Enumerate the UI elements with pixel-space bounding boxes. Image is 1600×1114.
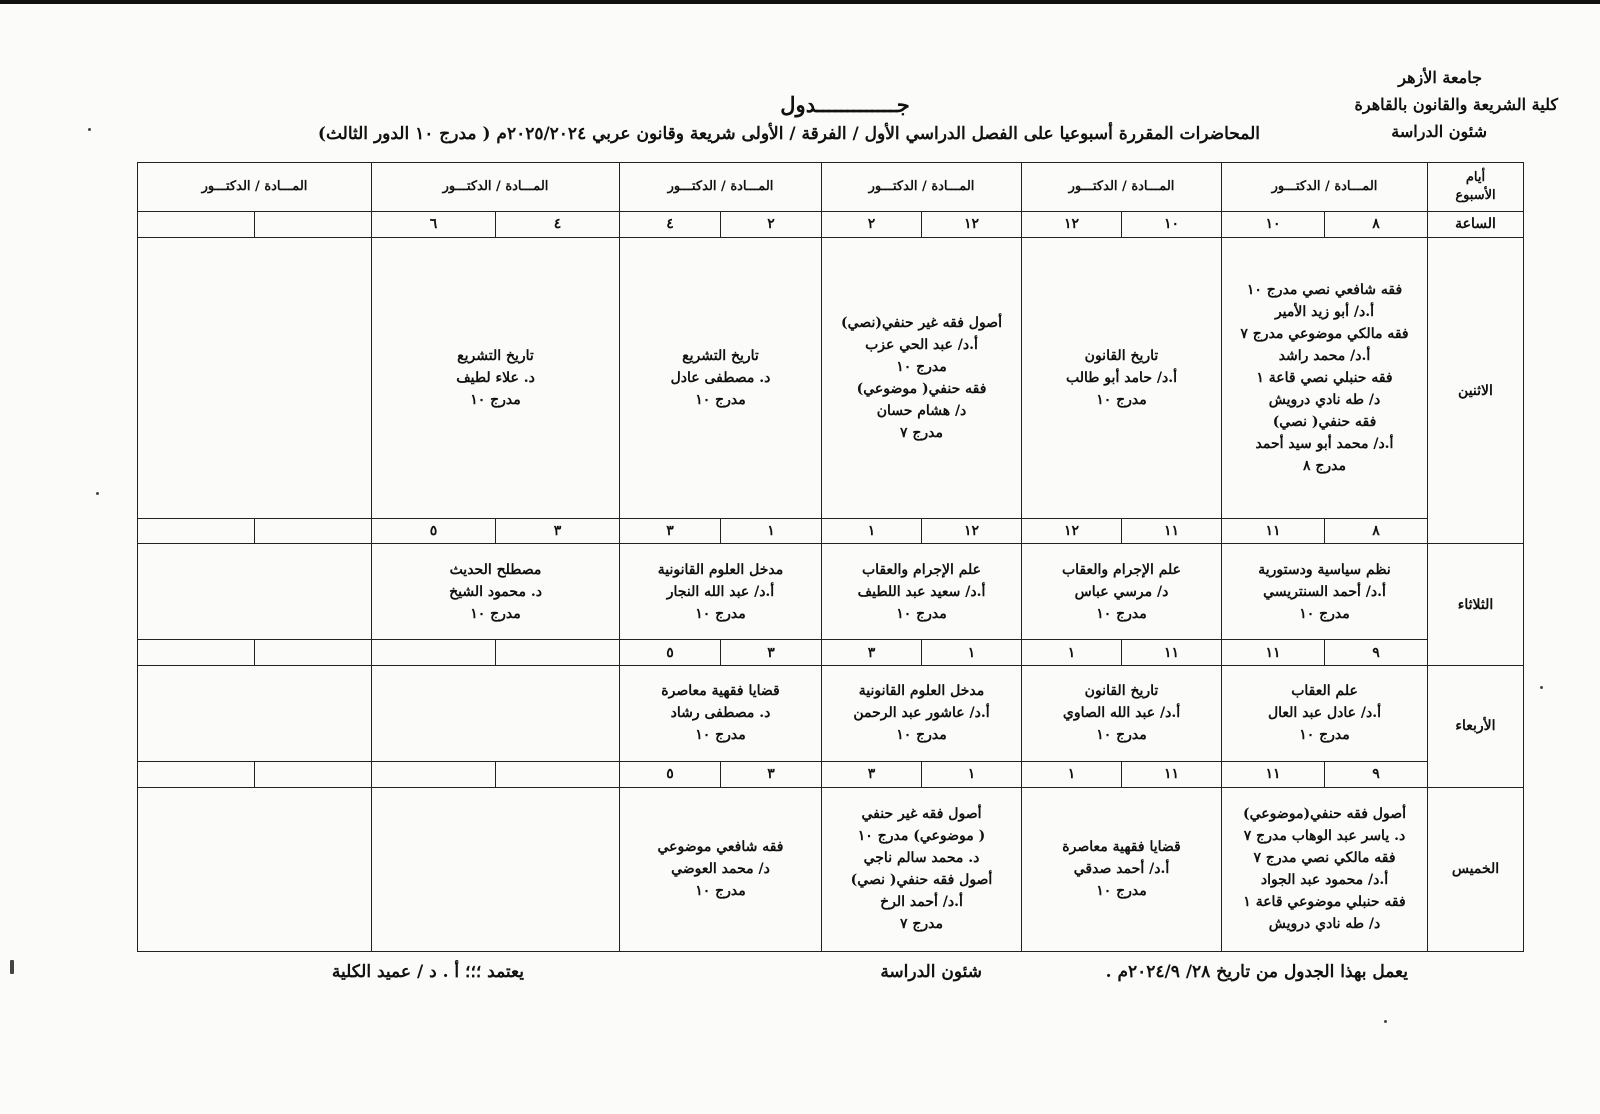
lecture-line: مدرج ٧: [899, 916, 944, 933]
day-column-header: [1428, 163, 1524, 212]
lecture-cell: [1222, 237, 1428, 518]
lecture-line: مدرج ١٠: [1096, 605, 1147, 622]
hour-label: الساعة: [1428, 211, 1524, 237]
slot-hour: [138, 212, 255, 237]
lecture-cell: [1022, 544, 1222, 640]
time-slot: [1022, 761, 1222, 787]
slot-hour: ١١: [1222, 762, 1325, 787]
slot-hour: [496, 762, 619, 787]
lecture-cell: [620, 237, 822, 518]
lecture-cell: [372, 237, 620, 518]
lecture-line: أصول فقه حنفي( نصي): [850, 872, 993, 889]
lecture-line: تاريخ التشريع: [457, 347, 534, 364]
time-slot: [822, 761, 1022, 787]
lecture-line: مدرج ١٠: [896, 358, 947, 375]
slot-hour: ٣: [553, 522, 562, 539]
slot-hour: ١١: [1163, 522, 1180, 539]
lecture-line: د/ محمد العوضي: [671, 861, 770, 878]
lecture-line: مدرج ١٠: [1096, 391, 1147, 408]
lecture-line: أصول فقه غير حنفي: [861, 806, 982, 823]
lecture-cell: [138, 666, 372, 762]
lecture-line: أصول فقه غير حنفي(نصي): [841, 314, 1002, 331]
lecture-line: مدخل العلوم القانونية: [858, 683, 985, 700]
day-label: الأربعاء: [1428, 666, 1524, 788]
time-slot: [372, 761, 620, 787]
day-label: الخميس: [1428, 787, 1524, 951]
lecture-line: أ.د/ أحمد الرخ: [880, 894, 963, 911]
lecture-line: د. علاء لطيف: [456, 369, 535, 386]
slot-hour: [372, 762, 496, 787]
slot-hour: ١: [967, 644, 976, 661]
slot-hour: ١١: [1222, 519, 1325, 544]
slot-hour: ١٢: [1022, 519, 1122, 544]
lecture-line: مدخل العلوم القانونية: [657, 561, 784, 578]
document-subtitle: المحاضرات المقررة أسبوعيا على الفصل الدراسي الأول / الفرقة / الأولى شريعة وقانون عربي ٢٠٢٥/٢٠٢٤م ( مدرج ١٠ الدور الثالث): [317, 124, 1260, 144]
lecture-cell: [620, 666, 822, 762]
lecture-line: أ.د/ حامد أبو طالب: [1066, 369, 1177, 386]
day-label: الثلاثاء: [1428, 544, 1524, 666]
time-slot: [372, 518, 620, 544]
lecture-cell: [1022, 666, 1222, 762]
lecture-line: علم العقاب: [1291, 683, 1358, 700]
lecture-line: د. مصطفى رشاد: [670, 705, 771, 722]
slot-hour: ٣: [767, 644, 775, 661]
subject-doctor-column-header: المـــادة / الدكتـــور: [620, 163, 822, 212]
slot-hour: ٨: [1372, 216, 1380, 233]
dean-approval: يعتمد ؛؛؛ أ . د / عميد الكلية: [331, 962, 524, 982]
time-slot: [372, 640, 620, 666]
slot-hour: ٥: [620, 762, 721, 787]
time-slot: [822, 640, 1022, 666]
subject-doctor-column-header: المـــادة / الدكتـــور: [372, 163, 620, 212]
time-slot: [1222, 761, 1428, 787]
lecture-line: أ.د/ أحمد السنتريسي: [1263, 583, 1386, 600]
scan-speck: [96, 492, 99, 495]
time-slot: [1222, 518, 1428, 544]
lecture-cell: [372, 787, 620, 951]
subject-doctor-column-header: المـــادة / الدكتـــور: [138, 163, 372, 212]
lecture-line: فقه مالكي موضوعي مدرج ٧: [1240, 325, 1409, 342]
lecture-line: فقه حنبلي موضوعي قاعة ١: [1243, 894, 1406, 911]
lecture-cell: [372, 544, 620, 640]
slot-hour: [138, 519, 255, 544]
slot-hour: ١٢: [963, 216, 980, 233]
scan-speck: [10, 960, 14, 974]
lecture-line: أ.د/ أبو زيد الأمير: [1274, 303, 1375, 320]
lecture-cell: [1222, 666, 1428, 762]
lecture-cell: [1022, 787, 1222, 951]
lecture-line: د. ياسر عبد الوهاب مدرج ٧: [1243, 828, 1406, 845]
time-slot: [372, 211, 620, 237]
lecture-line: د. محمد سالم ناجي: [863, 850, 980, 867]
lecture-line: مدرج ١٠: [695, 391, 746, 408]
time-slot: [620, 518, 822, 544]
slot-hour: [255, 212, 371, 237]
time-slot: [620, 761, 822, 787]
lecture-line: فقه شافعي نصي مدرج ١٠: [1246, 281, 1403, 298]
institution-header: [1222, 64, 1558, 145]
time-slot: [138, 761, 372, 787]
lecture-line: أ.د/ عبد الحي عزب: [865, 336, 978, 353]
slot-hour: ٣: [822, 762, 922, 787]
time-slot: [1022, 518, 1222, 544]
lecture-line: مدرج ١٠: [896, 727, 947, 744]
lecture-cell: [822, 237, 1022, 518]
lecture-line: فقه حنبلي نصي قاعة ١: [1256, 369, 1393, 386]
time-slot: [822, 518, 1022, 544]
slot-hour: ١٠: [1163, 216, 1180, 233]
slot-hour: ١: [822, 519, 922, 544]
time-slot: [138, 640, 372, 666]
lecture-line: فقه مالكي نصي مدرج ٧: [1253, 850, 1396, 867]
time-slot: [822, 211, 1022, 237]
time-slot: [1022, 211, 1222, 237]
lecture-line: أصول فقه حنفي(موضوعي): [1243, 806, 1406, 823]
lecture-line: د/ طه نادي درويش: [1268, 916, 1381, 933]
day-label: الاثنين: [1428, 237, 1524, 544]
lecture-line: فقه حنفي( نصي): [1272, 413, 1377, 430]
scan-speck: [1384, 1020, 1387, 1023]
lecture-line: مدرج ١٠: [1299, 727, 1350, 744]
slot-hour: ١: [1022, 640, 1122, 665]
university-name: جامعة الأزهر: [1398, 68, 1482, 87]
lecture-line: نظم سياسية ودستورية: [1258, 561, 1391, 578]
slot-hour: ٩: [1372, 766, 1380, 783]
lecture-line: مدرج ١٠: [470, 605, 521, 622]
slot-hour: ٦: [372, 212, 496, 237]
lecture-line: أ.د/ محمود عبد الجواد: [1260, 872, 1389, 889]
slot-hour: ١١: [1222, 640, 1325, 665]
lecture-cell: [1222, 787, 1428, 951]
lecture-line: مدرج ١٠: [1096, 727, 1147, 744]
slot-hour: ١٢: [1022, 212, 1122, 237]
slot-hour: ٤: [553, 216, 562, 233]
lecture-line: فقه شافعي موضوعي: [657, 839, 784, 856]
lecture-line: د/ هشام حسان: [876, 402, 967, 419]
slot-hour: ٣: [620, 519, 721, 544]
lecture-line: قضايا فقهية معاصرة: [1062, 839, 1181, 856]
lecture-line: أ.د/ محمد راشد: [1278, 347, 1371, 364]
lecture-line: د/ مرسي عباس: [1074, 583, 1169, 600]
scan-speck: [88, 128, 91, 131]
lecture-line: مدرج ١٠: [695, 605, 746, 622]
lecture-line: د. مصطفى عادل: [670, 369, 771, 386]
lecture-line: تاريخ القانون: [1084, 683, 1159, 700]
slot-hour: ٢: [767, 216, 775, 233]
lecture-line: مصطلح الحديث: [449, 561, 542, 578]
slot-hour: [255, 640, 371, 665]
lecture-cell: [372, 666, 620, 762]
lecture-line: تاريخ التشريع: [682, 347, 759, 364]
lecture-line: مدرج ٧: [899, 424, 944, 441]
lecture-line: علم الإجرام والعقاب: [861, 561, 982, 578]
time-slot: [620, 211, 822, 237]
lecture-line: أ.د/ عاشور عبد الرحمن: [853, 705, 990, 722]
slot-hour: ١: [767, 522, 775, 539]
lecture-line: مدرج ١٠: [470, 391, 521, 408]
slot-hour: [255, 519, 371, 544]
scan-top-edge: [0, 0, 1600, 4]
lecture-cell: [1022, 237, 1222, 518]
time-slot: [138, 518, 372, 544]
schedule-table: [137, 162, 1524, 952]
lecture-line: أ.د/ محمد أبو سيد أحمد: [1255, 435, 1394, 452]
lecture-line: مدرج ١٠: [1096, 883, 1147, 900]
day-column-header-line: أيام: [1465, 169, 1486, 185]
slot-hour: ١١: [1163, 766, 1180, 783]
day-column-header-line: الأسبوع: [1455, 187, 1496, 203]
slot-hour: ١٠: [1222, 212, 1325, 237]
slot-hour: ١١: [1163, 644, 1180, 661]
slot-hour: [138, 640, 255, 665]
lecture-cell: [620, 787, 822, 951]
faculty-name: كلية الشريعة والقانون بالقاهرة: [1354, 95, 1558, 114]
slot-hour: ٨: [1372, 522, 1380, 539]
lecture-line: مدرج ١٠: [896, 605, 947, 622]
lecture-line: أ.د/ أحمد صدقي: [1073, 861, 1170, 878]
lecture-line: أ.د/ سعيد عبد اللطيف: [857, 583, 986, 600]
slot-hour: ٥: [372, 519, 496, 544]
lecture-line: مدرج ١٠: [695, 727, 746, 744]
lecture-cell: [822, 787, 1022, 951]
time-slot: [138, 211, 372, 237]
slot-hour: ١٢: [963, 522, 980, 539]
lecture-line: فقه حنفي( موضوعي): [856, 380, 987, 397]
slot-hour: ١: [1022, 762, 1122, 787]
slot-hour: ٢: [822, 212, 922, 237]
time-slot: [1222, 640, 1428, 666]
subject-doctor-column-header: المـــادة / الدكتـــور: [822, 163, 1022, 212]
lecture-line: أ.د/ عبد الله النجار: [666, 583, 775, 600]
slot-hour: ٩: [1372, 644, 1380, 661]
slot-hour: ٣: [767, 766, 775, 783]
lecture-line: مدرج ١٠: [1299, 605, 1350, 622]
lecture-line: مدرج ١٠: [695, 883, 746, 900]
lecture-line: د. محمود الشيخ: [449, 583, 542, 600]
lecture-cell: [138, 787, 372, 951]
lecture-cell: [822, 666, 1022, 762]
time-slot: [1022, 640, 1222, 666]
lecture-schedule: [138, 162, 1524, 952]
lecture-line: مدرج ٨: [1302, 457, 1347, 474]
slot-hour: [138, 762, 255, 787]
slot-hour: [372, 640, 496, 665]
lecture-line: علم الإجرام والعقاب: [1061, 561, 1182, 578]
slot-hour: [255, 762, 371, 787]
lecture-line: تاريخ القانون: [1084, 347, 1159, 364]
lecture-cell: [138, 544, 372, 640]
lecture-cell: [1222, 544, 1428, 640]
lecture-cell: [138, 237, 372, 518]
lecture-cell: [822, 544, 1022, 640]
time-slot: [1222, 211, 1428, 237]
slot-hour: ٤: [620, 212, 721, 237]
slot-hour: [496, 640, 619, 665]
subject-doctor-column-header: المـــادة / الدكتـــور: [1022, 163, 1222, 212]
subject-doctor-column-header: المـــادة / الدكتـــور: [1222, 163, 1428, 212]
lecture-line: د/ طه نادي درويش: [1268, 391, 1381, 408]
effective-date-note: يعمل بهذا الجدول من تاريخ ٢٨/ ٢٠٢٤/٩م .: [1105, 962, 1408, 982]
lecture-cell: [620, 544, 822, 640]
lecture-line: أ.د/ عبد الله الصاوي: [1062, 705, 1181, 722]
lecture-line: قضايا فقهية معاصرة: [661, 683, 780, 700]
document-title: جـــــــــــــدول: [780, 92, 910, 117]
time-slot: [620, 640, 822, 666]
department-name: شئون الدراسة: [1391, 122, 1487, 141]
lecture-line: أ.د/ عادل عبد العال: [1267, 705, 1382, 722]
slot-hour: ١: [967, 766, 976, 783]
slot-hour: ٣: [822, 640, 922, 665]
study-affairs-signature: شئون الدراسة: [880, 962, 982, 982]
scan-speck: [1540, 686, 1543, 689]
lecture-line: ( موضوعي) مدرج ١٠: [857, 828, 986, 845]
slot-hour: ٥: [620, 640, 721, 665]
